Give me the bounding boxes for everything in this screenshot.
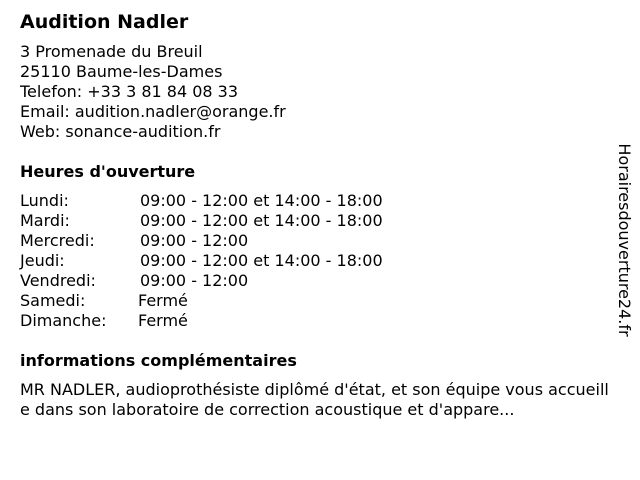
hours-time: 09:00 - 12:00 et 14:00 - 18:00 [140, 251, 383, 270]
business-name: Audition Nadler [20, 11, 189, 33]
website: Web: sonance-audition.fr [20, 122, 221, 141]
hours-time: Fermé [138, 291, 188, 310]
hours-day: Lundi: [20, 191, 69, 210]
hours-time: 09:00 - 12:00 et 14:00 - 18:00 [140, 191, 383, 210]
hours-day: Mardi: [20, 211, 70, 230]
hours-day: Samedi: [20, 291, 86, 310]
hours-time: 09:00 - 12:00 et 14:00 - 18:00 [140, 211, 383, 230]
address-city: 25110 Baume-les-Dames [20, 62, 223, 81]
hours-row-dimanche [20, 311, 610, 331]
business-card [20, 10, 610, 420]
hours-time: 09:00 - 12:00 [140, 231, 249, 250]
address-street: 3 Promenade du Breuil [20, 42, 203, 61]
email-address: Email: audition.nadler@orange.fr [20, 102, 286, 121]
hours-row-samedi [20, 291, 610, 311]
hours-day: Vendredi: [20, 271, 96, 290]
hours-row-mardi [20, 211, 610, 231]
hours-time: 09:00 - 12:00 [140, 271, 249, 290]
hours-day: Mercredi: [20, 231, 95, 250]
hours-heading: Heures d'ouverture [20, 162, 196, 181]
hours-row-vendredi [20, 271, 610, 291]
hours-row-mercredi [20, 231, 610, 251]
phone-number: Telefon: +33 3 81 84 08 33 [20, 82, 239, 101]
info-description: MR NADLER, audioprothésiste diplômé d'état, et son équipe vous accueille dans son laboratoire de correction acoustique et d'appare... [20, 380, 609, 419]
hours-row-jeudi [20, 251, 610, 271]
hours-row-lundi [20, 191, 610, 211]
hours-table [20, 191, 610, 331]
side-brand-watermark: Horairesdouverture24.fr [615, 143, 634, 337]
hours-time: Fermé [138, 311, 188, 330]
info-heading: informations complémentaires [20, 351, 297, 370]
hours-day: Dimanche: [20, 311, 107, 330]
hours-day: Jeudi: [20, 251, 65, 270]
